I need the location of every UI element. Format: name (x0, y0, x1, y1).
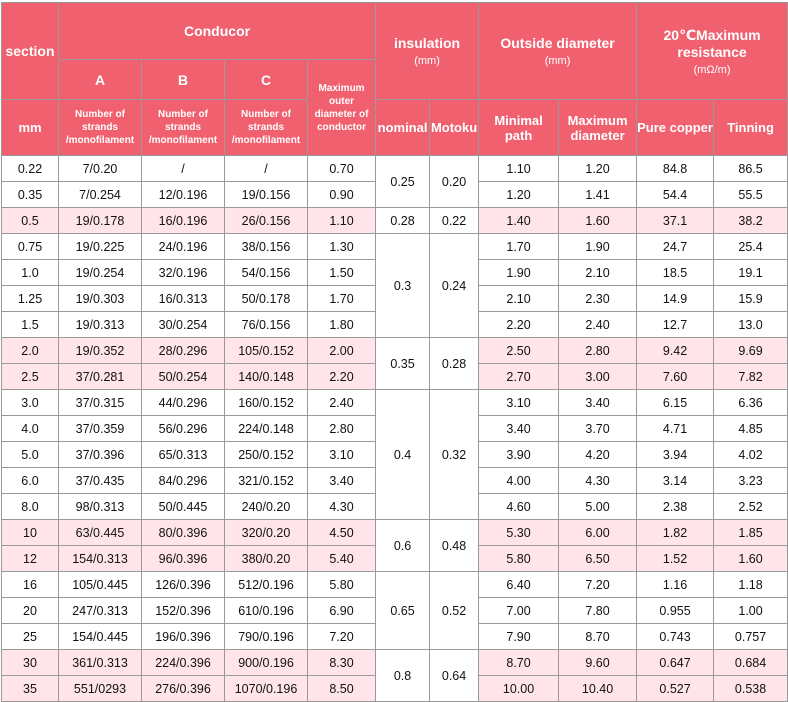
cell-strands-b: 16/0.196 (142, 208, 225, 234)
cell-strands-c: 26/0.156 (225, 208, 308, 234)
cell-insulation-motoku: 0.22 (430, 208, 479, 234)
resistance-label: 20℃Maximum resistance (663, 26, 761, 60)
cell-strands-a: 37/0.281 (59, 364, 142, 390)
outside-diameter-label: Outside diameter (500, 35, 615, 51)
cell-strands-b: 96/0.396 (142, 546, 225, 572)
cell-strands-b: 224/0.396 (142, 650, 225, 676)
cell-strands-c: 38/0.156 (225, 234, 308, 260)
cell-pure-copper: 0.647 (637, 650, 714, 676)
cell-max-outer-diameter: 8.50 (308, 676, 376, 702)
cell-minimal-path: 4.60 (479, 494, 559, 520)
cell-pure-copper: 3.14 (637, 468, 714, 494)
cell-insulation-motoku: 0.28 (430, 338, 479, 390)
cell-insulation-motoku: 0.24 (430, 234, 479, 338)
cell-max-outer-diameter: 2.20 (308, 364, 376, 390)
cell-pure-copper: 4.71 (637, 416, 714, 442)
cell-strands-c: 790/0.196 (225, 624, 308, 650)
cell-strands-c: 160/0.152 (225, 390, 308, 416)
cell-section: 2.5 (2, 364, 59, 390)
cell-strands-a: 19/0.313 (59, 312, 142, 338)
cell-maximum-diameter: 3.00 (559, 364, 637, 390)
cell-strands-a: 98/0.313 (59, 494, 142, 520)
cell-tinning: 15.9 (714, 286, 788, 312)
cell-max-outer-diameter: 7.20 (308, 624, 376, 650)
table-row (2, 520, 788, 546)
header-resistance (637, 3, 788, 100)
cell-section: 12 (2, 546, 59, 572)
table-header (2, 3, 788, 156)
cell-max-outer-diameter: 2.80 (308, 416, 376, 442)
cell-maximum-diameter: 3.40 (559, 390, 637, 416)
cell-strands-b: 32/0.196 (142, 260, 225, 286)
cell-strands-a: 19/0.303 (59, 286, 142, 312)
cell-maximum-diameter: 7.20 (559, 572, 637, 598)
cell-strands-a: 37/0.315 (59, 390, 142, 416)
cell-strands-a: 19/0.254 (59, 260, 142, 286)
cell-maximum-diameter: 1.60 (559, 208, 637, 234)
cell-strands-b: / (142, 156, 225, 182)
cell-strands-b: 24/0.196 (142, 234, 225, 260)
cell-minimal-path: 1.70 (479, 234, 559, 260)
cell-max-outer-diameter: 5.80 (308, 572, 376, 598)
cell-minimal-path: 5.80 (479, 546, 559, 572)
header-maximum-diameter: Maximum diameter (559, 100, 637, 156)
cell-tinning: 13.0 (714, 312, 788, 338)
cell-section: 0.22 (2, 156, 59, 182)
cell-section: 2.0 (2, 338, 59, 364)
cell-minimal-path: 2.50 (479, 338, 559, 364)
cell-section: 1.5 (2, 312, 59, 338)
header-max-outer-diameter: Maximum outer diameter of conductor (308, 60, 376, 156)
table-row (2, 156, 788, 182)
cell-pure-copper: 24.7 (637, 234, 714, 260)
cell-strands-a: 19/0.225 (59, 234, 142, 260)
cell-strands-a: 37/0.359 (59, 416, 142, 442)
cell-strands-b: 44/0.296 (142, 390, 225, 416)
cell-minimal-path: 3.40 (479, 416, 559, 442)
cell-insulation-nominal: 0.4 (376, 390, 430, 520)
cell-section: 0.35 (2, 182, 59, 208)
cell-strands-c: 76/0.156 (225, 312, 308, 338)
cell-pure-copper: 84.8 (637, 156, 714, 182)
cell-max-outer-diameter: 3.10 (308, 442, 376, 468)
cell-strands-b: 65/0.313 (142, 442, 225, 468)
cell-strands-b: 12/0.196 (142, 182, 225, 208)
cell-insulation-nominal: 0.6 (376, 520, 430, 572)
cell-strands-c: 105/0.152 (225, 338, 308, 364)
table-body (2, 156, 788, 702)
cell-maximum-diameter: 3.70 (559, 416, 637, 442)
cell-section: 8.0 (2, 494, 59, 520)
cell-strands-a: 19/0.352 (59, 338, 142, 364)
cell-minimal-path: 2.20 (479, 312, 559, 338)
cell-tinning: 1.18 (714, 572, 788, 598)
table-row (2, 338, 788, 364)
cell-strands-c: 320/0.20 (225, 520, 308, 546)
cell-maximum-diameter: 8.70 (559, 624, 637, 650)
table-row (2, 390, 788, 416)
cell-tinning: 0.684 (714, 650, 788, 676)
cell-max-outer-diameter: 4.50 (308, 520, 376, 546)
cell-strands-b: 84/0.296 (142, 468, 225, 494)
cell-minimal-path: 3.10 (479, 390, 559, 416)
cell-section: 4.0 (2, 416, 59, 442)
cell-strands-b: 276/0.396 (142, 676, 225, 702)
cell-max-outer-diameter: 0.90 (308, 182, 376, 208)
cell-tinning: 19.1 (714, 260, 788, 286)
cell-minimal-path: 1.40 (479, 208, 559, 234)
cell-tinning: 0.538 (714, 676, 788, 702)
cell-strands-a: 7/0.254 (59, 182, 142, 208)
cell-strands-c: 50/0.178 (225, 286, 308, 312)
cell-pure-copper: 0.743 (637, 624, 714, 650)
cell-strands-c: 321/0.152 (225, 468, 308, 494)
cell-max-outer-diameter: 5.40 (308, 546, 376, 572)
table-row (2, 650, 788, 676)
cable-spec-table (1, 2, 788, 702)
cell-strands-a: 154/0.445 (59, 624, 142, 650)
cell-section: 16 (2, 572, 59, 598)
cell-pure-copper: 14.9 (637, 286, 714, 312)
cell-maximum-diameter: 2.30 (559, 286, 637, 312)
cell-max-outer-diameter: 2.00 (308, 338, 376, 364)
cell-tinning: 4.02 (714, 442, 788, 468)
cell-minimal-path: 7.00 (479, 598, 559, 624)
cell-pure-copper: 0.955 (637, 598, 714, 624)
cell-pure-copper: 1.52 (637, 546, 714, 572)
cell-max-outer-diameter: 1.70 (308, 286, 376, 312)
cell-strands-b: 16/0.313 (142, 286, 225, 312)
cell-max-outer-diameter: 2.40 (308, 390, 376, 416)
cell-strands-a: 19/0.178 (59, 208, 142, 234)
cell-maximum-diameter: 4.30 (559, 468, 637, 494)
cell-insulation-motoku: 0.48 (430, 520, 479, 572)
cell-minimal-path: 7.90 (479, 624, 559, 650)
header-col-b: B (142, 60, 225, 100)
cell-insulation-motoku: 0.20 (430, 156, 479, 208)
cell-pure-copper: 0.527 (637, 676, 714, 702)
cell-minimal-path: 2.70 (479, 364, 559, 390)
header-strands-a: Number of strands /monofilament (59, 100, 142, 156)
cell-maximum-diameter: 9.60 (559, 650, 637, 676)
cell-minimal-path: 6.40 (479, 572, 559, 598)
cell-tinning: 9.69 (714, 338, 788, 364)
header-minimal-path: Minimal path (479, 100, 559, 156)
cell-strands-c: 140/0.148 (225, 364, 308, 390)
cell-section: 35 (2, 676, 59, 702)
header-nominal: nominal (376, 100, 430, 156)
cell-minimal-path: 3.90 (479, 442, 559, 468)
header-strands-b: Number of strands /monofilament (142, 100, 225, 156)
cell-strands-b: 126/0.396 (142, 572, 225, 598)
cell-max-outer-diameter: 3.40 (308, 468, 376, 494)
cell-max-outer-diameter: 0.70 (308, 156, 376, 182)
cell-max-outer-diameter: 1.30 (308, 234, 376, 260)
cell-maximum-diameter: 4.20 (559, 442, 637, 468)
cell-strands-c: / (225, 156, 308, 182)
cell-strands-a: 37/0.435 (59, 468, 142, 494)
cell-section: 0.5 (2, 208, 59, 234)
cell-minimal-path: 5.30 (479, 520, 559, 546)
cell-section: 25 (2, 624, 59, 650)
cell-section: 0.75 (2, 234, 59, 260)
cell-section: 5.0 (2, 442, 59, 468)
cell-strands-a: 247/0.313 (59, 598, 142, 624)
cell-tinning: 7.82 (714, 364, 788, 390)
cell-strands-b: 152/0.396 (142, 598, 225, 624)
cell-section: 30 (2, 650, 59, 676)
cell-minimal-path: 2.10 (479, 286, 559, 312)
cell-pure-copper: 3.94 (637, 442, 714, 468)
cell-strands-c: 1070/0.196 (225, 676, 308, 702)
header-col-c: C (225, 60, 308, 100)
cell-max-outer-diameter: 1.10 (308, 208, 376, 234)
cell-pure-copper: 9.42 (637, 338, 714, 364)
cell-pure-copper: 1.16 (637, 572, 714, 598)
table-row (2, 208, 788, 234)
cell-insulation-nominal: 0.35 (376, 338, 430, 390)
cell-section: 1.25 (2, 286, 59, 312)
cell-maximum-diameter: 5.00 (559, 494, 637, 520)
cell-minimal-path: 8.70 (479, 650, 559, 676)
cell-insulation-nominal: 0.3 (376, 234, 430, 338)
header-conductor: Conducor (59, 3, 376, 60)
cell-tinning: 1.60 (714, 546, 788, 572)
cell-tinning: 3.23 (714, 468, 788, 494)
cell-section: 6.0 (2, 468, 59, 494)
cell-section: 3.0 (2, 390, 59, 416)
cell-insulation-nominal: 0.8 (376, 650, 430, 702)
cell-strands-b: 50/0.445 (142, 494, 225, 520)
cell-strands-a: 105/0.445 (59, 572, 142, 598)
header-strands-c: Number of strands /monofilament (225, 100, 308, 156)
cell-maximum-diameter: 6.00 (559, 520, 637, 546)
cell-insulation-nominal: 0.65 (376, 572, 430, 650)
table-row (2, 572, 788, 598)
cell-strands-b: 30/0.254 (142, 312, 225, 338)
cell-minimal-path: 4.00 (479, 468, 559, 494)
cell-maximum-diameter: 6.50 (559, 546, 637, 572)
cell-strands-c: 610/0.196 (225, 598, 308, 624)
cell-max-outer-diameter: 1.50 (308, 260, 376, 286)
cell-maximum-diameter: 2.10 (559, 260, 637, 286)
cell-strands-a: 154/0.313 (59, 546, 142, 572)
cell-strands-c: 19/0.156 (225, 182, 308, 208)
cell-tinning: 1.00 (714, 598, 788, 624)
cell-tinning: 4.85 (714, 416, 788, 442)
cell-strands-a: 63/0.445 (59, 520, 142, 546)
cell-tinning: 0.757 (714, 624, 788, 650)
cell-strands-c: 900/0.196 (225, 650, 308, 676)
cell-strands-b: 50/0.254 (142, 364, 225, 390)
cell-strands-a: 551/0293 (59, 676, 142, 702)
cell-strands-a: 7/0.20 (59, 156, 142, 182)
cell-pure-copper: 1.82 (637, 520, 714, 546)
header-section: section (2, 3, 59, 100)
cell-max-outer-diameter: 6.90 (308, 598, 376, 624)
cell-pure-copper: 2.38 (637, 494, 714, 520)
cell-strands-c: 224/0.148 (225, 416, 308, 442)
insulation-label: insulation (393, 35, 461, 51)
cell-pure-copper: 37.1 (637, 208, 714, 234)
cell-strands-c: 250/0.152 (225, 442, 308, 468)
header-col-a: A (59, 60, 142, 100)
cell-strands-a: 361/0.313 (59, 650, 142, 676)
header-insulation (376, 3, 479, 100)
cell-pure-copper: 12.7 (637, 312, 714, 338)
cell-insulation-motoku: 0.64 (430, 650, 479, 702)
cell-strands-b: 56/0.296 (142, 416, 225, 442)
cell-minimal-path: 10.00 (479, 676, 559, 702)
cell-pure-copper: 6.15 (637, 390, 714, 416)
header-outside-diameter (479, 3, 637, 100)
cell-tinning: 55.5 (714, 182, 788, 208)
cell-strands-c: 240/0.20 (225, 494, 308, 520)
cell-tinning: 86.5 (714, 156, 788, 182)
cell-maximum-diameter: 2.80 (559, 338, 637, 364)
cell-tinning: 25.4 (714, 234, 788, 260)
table-row (2, 234, 788, 260)
cell-strands-b: 80/0.396 (142, 520, 225, 546)
cell-pure-copper: 18.5 (637, 260, 714, 286)
cell-strands-b: 28/0.296 (142, 338, 225, 364)
header-motoku: Motoku (430, 100, 479, 156)
cell-strands-a: 37/0.396 (59, 442, 142, 468)
cell-section: 20 (2, 598, 59, 624)
cell-pure-copper: 7.60 (637, 364, 714, 390)
cell-tinning: 38.2 (714, 208, 788, 234)
cell-max-outer-diameter: 8.30 (308, 650, 376, 676)
cell-pure-copper: 54.4 (637, 182, 714, 208)
cell-insulation-nominal: 0.28 (376, 208, 430, 234)
cell-insulation-motoku: 0.32 (430, 390, 479, 520)
cell-section: 1.0 (2, 260, 59, 286)
cell-tinning: 6.36 (714, 390, 788, 416)
cell-maximum-diameter: 2.40 (559, 312, 637, 338)
cell-minimal-path: 1.20 (479, 182, 559, 208)
cell-maximum-diameter: 10.40 (559, 676, 637, 702)
cell-tinning: 1.85 (714, 520, 788, 546)
cell-maximum-diameter: 1.90 (559, 234, 637, 260)
cell-insulation-nominal: 0.25 (376, 156, 430, 208)
cell-strands-b: 196/0.396 (142, 624, 225, 650)
cell-strands-c: 380/0.20 (225, 546, 308, 572)
resistance-unit: (mΩ/m) (693, 63, 731, 76)
cell-minimal-path: 1.10 (479, 156, 559, 182)
cell-maximum-diameter: 7.80 (559, 598, 637, 624)
cell-insulation-motoku: 0.52 (430, 572, 479, 650)
cell-strands-c: 512/0.196 (225, 572, 308, 598)
cell-max-outer-diameter: 1.80 (308, 312, 376, 338)
cell-maximum-diameter: 1.41 (559, 182, 637, 208)
cell-minimal-path: 1.90 (479, 260, 559, 286)
header-tinning: Tinning (714, 100, 788, 156)
cell-max-outer-diameter: 4.30 (308, 494, 376, 520)
outside-diameter-unit: (mm) (544, 55, 571, 67)
insulation-unit: (mm) (414, 55, 440, 67)
header-mm: mm (2, 100, 59, 156)
cell-tinning: 2.52 (714, 494, 788, 520)
header-pure-copper: Pure copper (637, 100, 714, 156)
cell-maximum-diameter: 1.20 (559, 156, 637, 182)
cell-strands-c: 54/0.156 (225, 260, 308, 286)
cell-section: 10 (2, 520, 59, 546)
